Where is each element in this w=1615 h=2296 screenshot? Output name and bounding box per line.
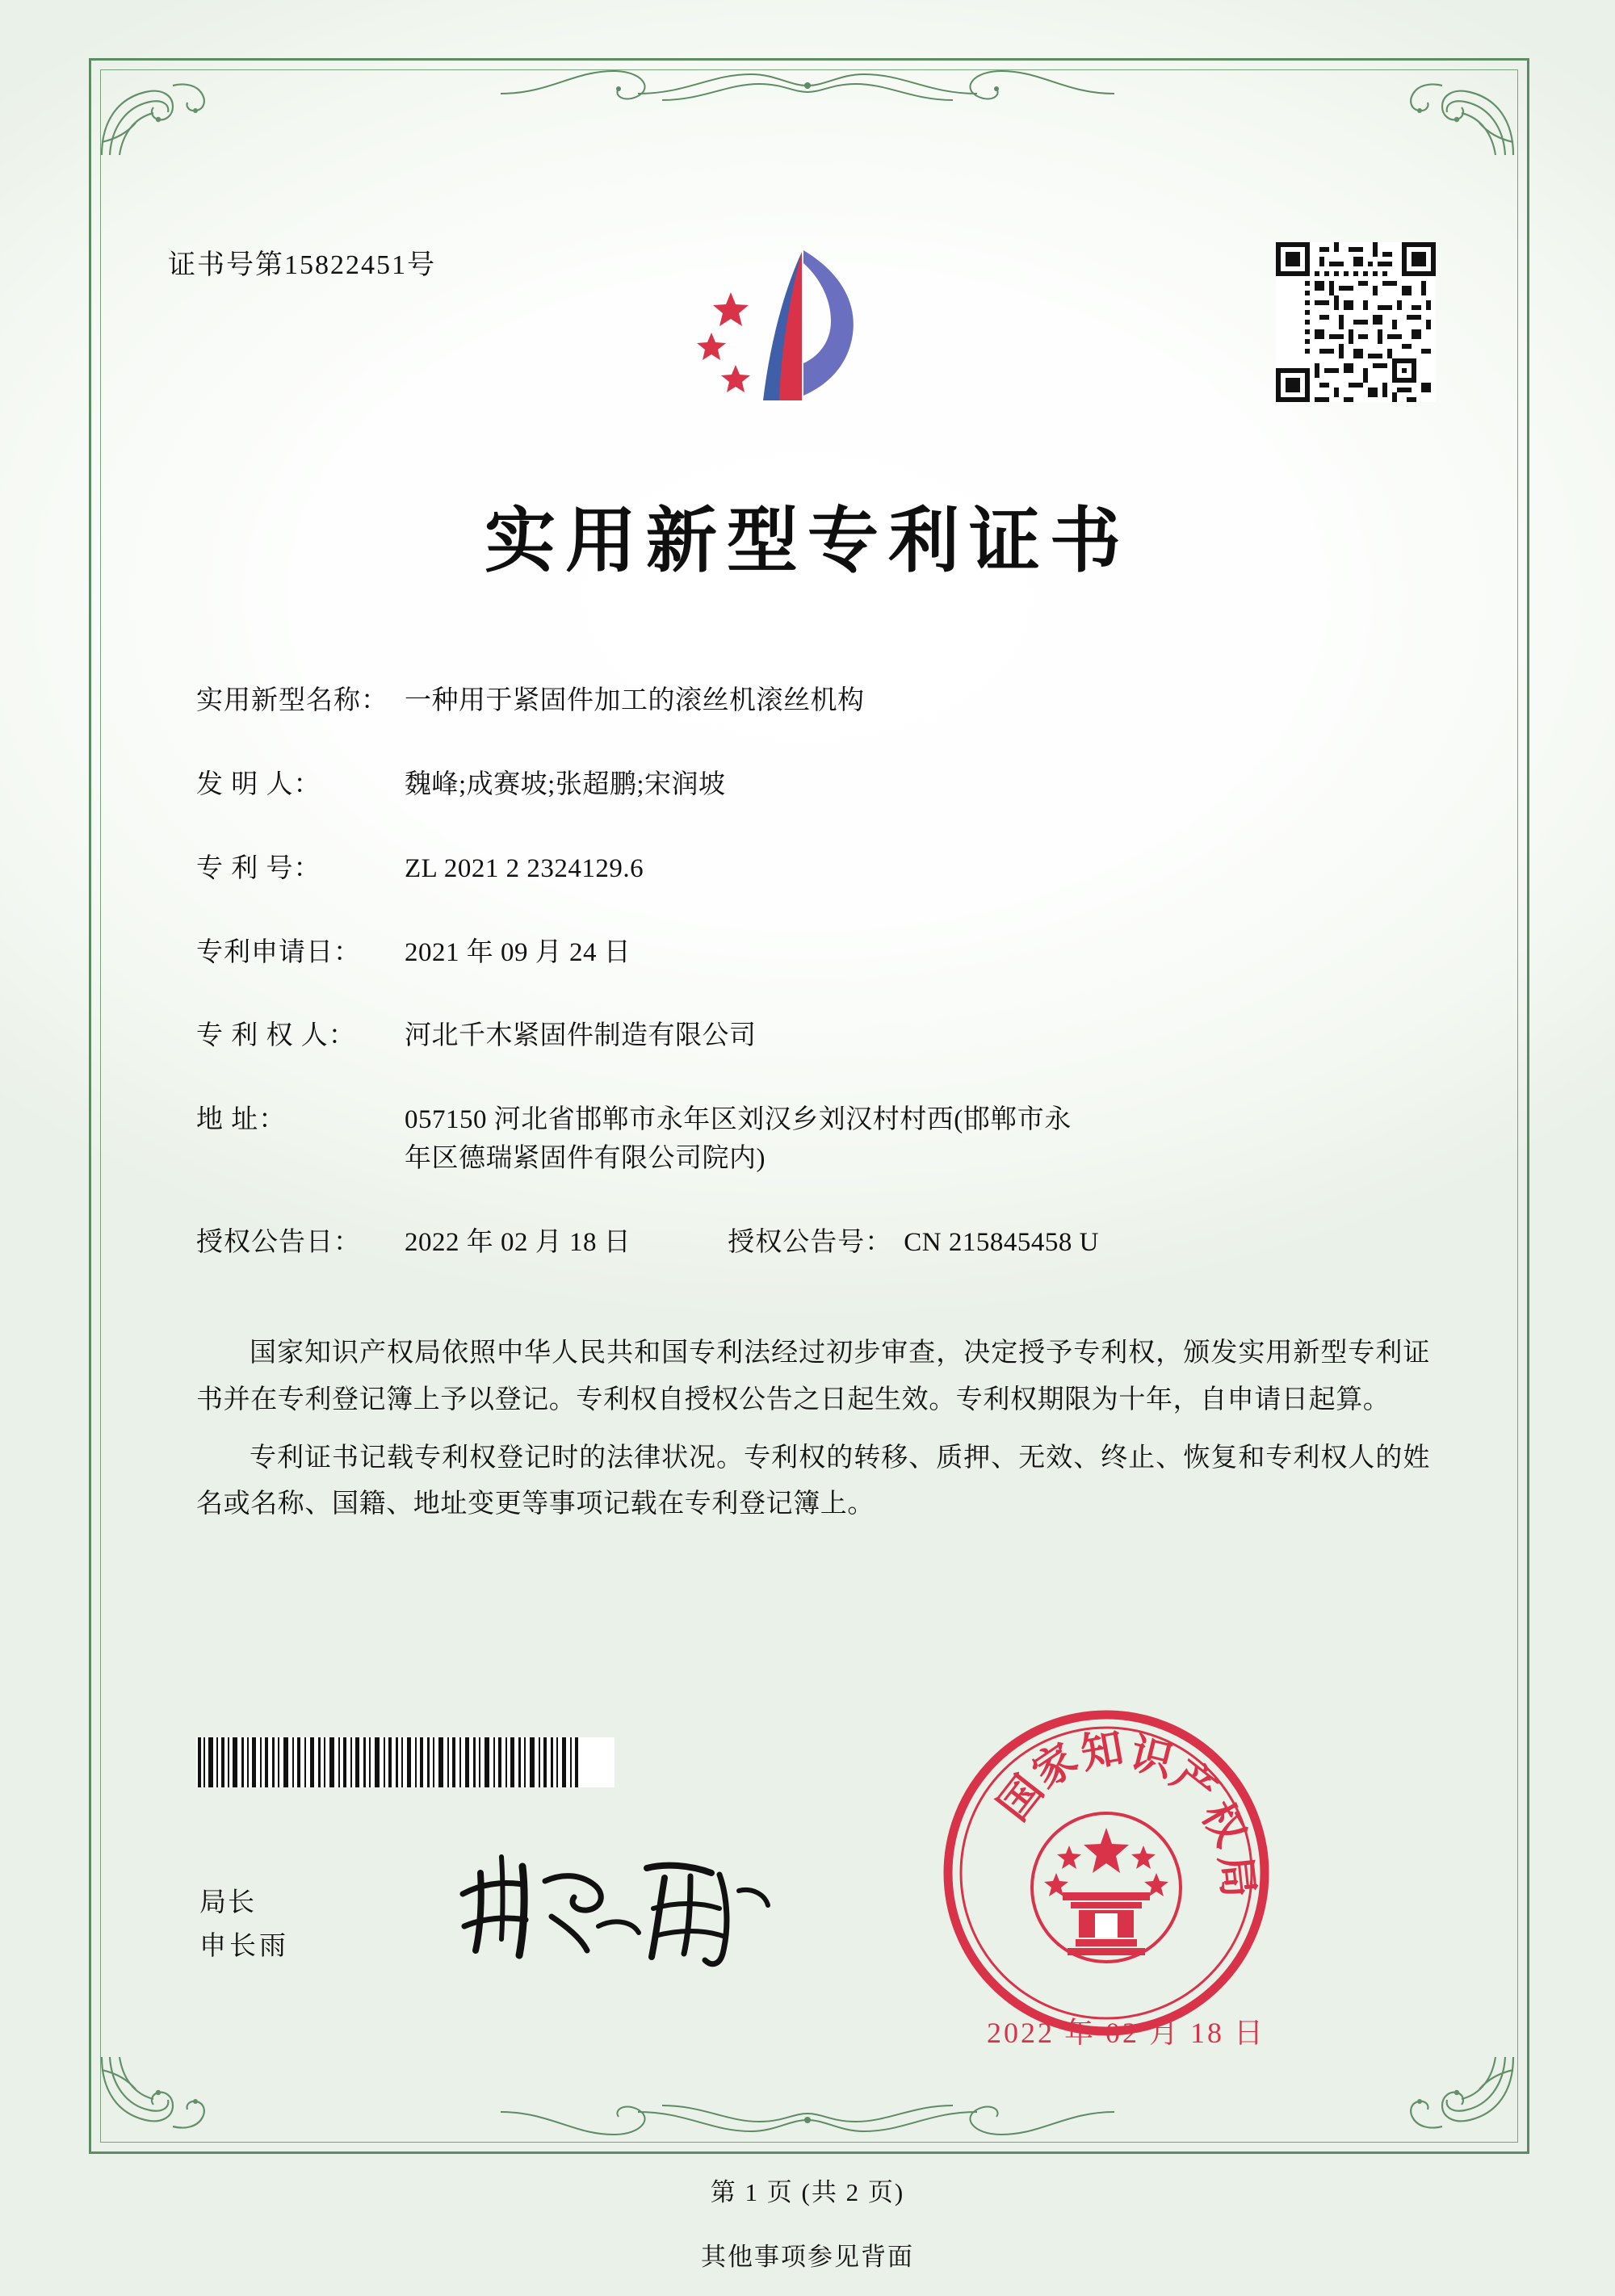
field-value: 2022 年 02 月 18 日 bbox=[405, 1227, 631, 1257]
svg-text:产: 产 bbox=[1162, 1750, 1227, 1816]
field-value: 2021 年 09 月 24 日 bbox=[405, 937, 631, 967]
field-utility-model-name bbox=[196, 682, 1424, 721]
svg-text:权: 权 bbox=[1191, 1793, 1256, 1855]
field-value: 河北千木紧固件制造有限公司 bbox=[405, 1021, 757, 1051]
field-list bbox=[196, 682, 1424, 1303]
svg-text:知: 知 bbox=[1077, 1723, 1127, 1779]
barcode bbox=[196, 1737, 615, 1787]
director-label-block bbox=[199, 1881, 289, 1969]
field-label: 专 利 号： bbox=[196, 853, 321, 883]
page-title: 实用新型专利证书 bbox=[484, 498, 1130, 582]
director-name-label: 申长雨 bbox=[199, 1932, 289, 1962]
svg-text:国: 国 bbox=[988, 1766, 1054, 1830]
svg-text:识: 识 bbox=[1125, 1728, 1178, 1787]
paragraph-2: 专利证书记载专利权登记时的法律状况。专利权的转移、质押、无效、终止、恢复和专利权人的姓名或名称、国籍、地址变更等事项记载在专利登记簿上。 bbox=[196, 1443, 1430, 1519]
field-label: 发 明 人： bbox=[196, 769, 321, 799]
field-patent-number bbox=[196, 850, 1424, 889]
corner-ornament-icon bbox=[1399, 2051, 1520, 2147]
field-value: 一种用于紧固件加工的滚丝机滚丝机构 bbox=[405, 686, 865, 715]
bottom-scroll-ornament-icon bbox=[501, 2088, 1114, 2144]
corner-ornament-icon bbox=[95, 65, 216, 161]
field-value: 魏峰;成赛坡;张超鹏;宋润坡 bbox=[405, 769, 726, 799]
back-side-note: 其他事项参见背面 bbox=[701, 2243, 914, 2271]
legal-text-block bbox=[196, 1330, 1430, 1540]
field-application-date bbox=[196, 934, 1424, 973]
paragraph-1: 国家知识产权局依照中华人民共和国专利法经过初步审查，决定授予专利权，颁发实用新型专利证书并在专利登记簿上予以登记。专利权自授权公告之日起生效。专利权期限为十年，自申请日起算。 bbox=[196, 1339, 1430, 1414]
field-grant-date bbox=[196, 1224, 631, 1263]
field-grant-number bbox=[728, 1224, 1099, 1263]
cnipa-logo-icon bbox=[682, 242, 908, 428]
field-label: 实用新型名称： bbox=[196, 686, 388, 715]
director-role-label: 局长 bbox=[199, 1888, 256, 1917]
field-grant-row bbox=[196, 1224, 1424, 1263]
field-inventor bbox=[196, 766, 1424, 805]
svg-text:家: 家 bbox=[1023, 1733, 1086, 1799]
address-line-1: 057150 河北省邯郸市永年区刘汉乡刘汉村村西(邯郸市永 bbox=[405, 1105, 1072, 1135]
handwritten-signature bbox=[448, 1849, 787, 1978]
corner-ornament-icon bbox=[95, 2051, 216, 2147]
field-label: 授权公告号： bbox=[728, 1227, 893, 1257]
field-value: ZL 2021 2 2324129.6 bbox=[405, 853, 644, 883]
field-label: 专 利 权 人： bbox=[196, 1021, 356, 1051]
corner-ornament-icon bbox=[1399, 65, 1520, 161]
qr-code bbox=[1276, 242, 1436, 402]
address-line-2: 年区德瑞紧固件有限公司院内) bbox=[405, 1144, 766, 1174]
field-value-multiline bbox=[405, 1101, 1424, 1179]
field-label: 授权公告日： bbox=[196, 1227, 361, 1257]
svg-text:局: 局 bbox=[1210, 1853, 1264, 1900]
official-seal bbox=[937, 1703, 1276, 2043]
certificate-number: 证书号第15822451号 bbox=[168, 250, 436, 280]
field-label: 地 址： bbox=[196, 1105, 287, 1135]
field-address bbox=[196, 1101, 1424, 1179]
field-label: 专利申请日： bbox=[196, 937, 361, 967]
top-scroll-ornament-icon bbox=[501, 61, 1114, 118]
page-number: 第 1 页 (共 2 页) bbox=[710, 2178, 905, 2206]
seal-date: 2022 年 02 月 18 日 bbox=[987, 2017, 1266, 2049]
field-value: CN 215845458 U bbox=[904, 1227, 1099, 1257]
field-patentee bbox=[196, 1017, 1424, 1056]
